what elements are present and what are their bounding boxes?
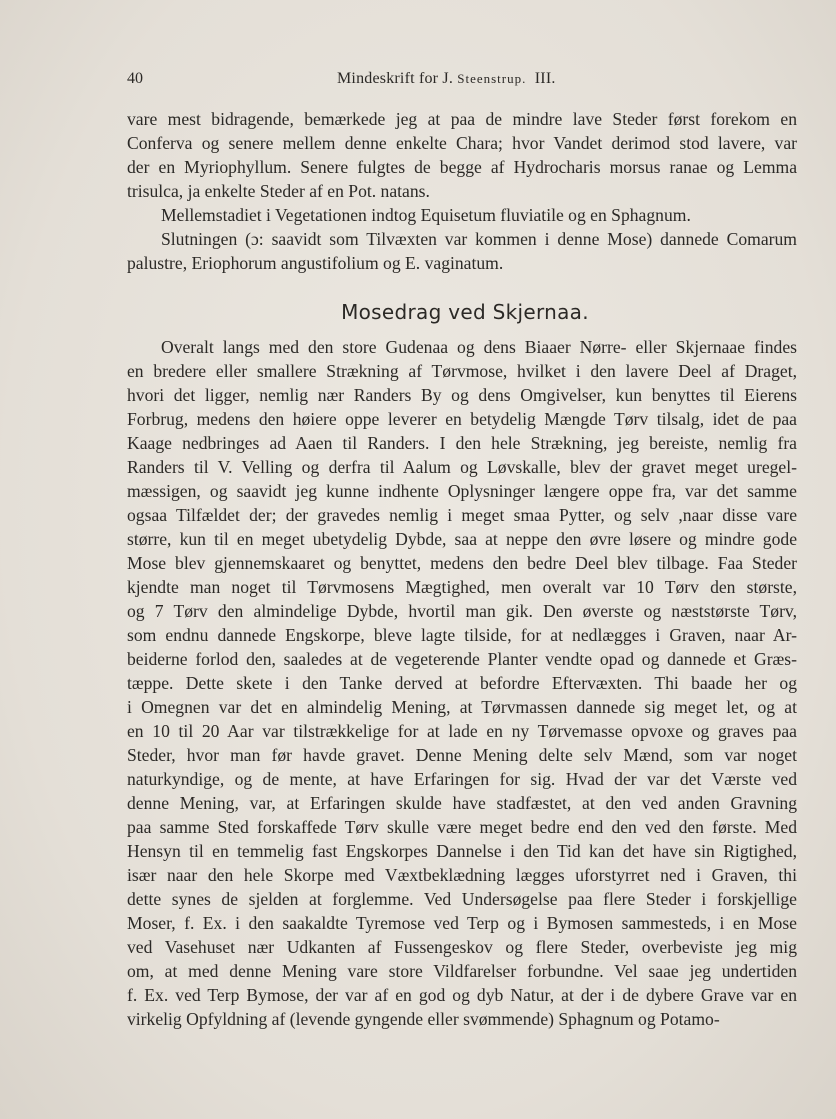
section-heading: Mosedrag ved Skjernaa. <box>341 300 589 324</box>
text-line: f. Ex. ved Terp Bymose, der var af en god og dyb Natur, at der i de dybere Grave var en <box>127 985 797 1005</box>
running-title-name: Steenstrup. <box>457 71 527 86</box>
conclusion-paragraph <box>127 227 797 275</box>
intro-paragraph <box>127 107 797 203</box>
text-line: beiderne forlod den, saaledes at de vegeterende Planter vendte opad og dannede et Græs- <box>127 649 797 669</box>
running-title-prefix: Mindeskrift for J. <box>337 70 458 87</box>
text-line: vare mest bidragende, bemærkede jeg at paa de mindre lave Steder først forekom en <box>127 109 797 129</box>
text-line: især naar den hele Skorpe med Væxtbeklædning lægges uforstyrret ned i Graven, thi <box>127 865 797 885</box>
text-line: Forbrug, medens den høiere oppe leverer en betydelig Mængde Tørv tilsalg, idet de paa <box>127 409 797 429</box>
text-line: Steder, hvor man før havde gravet. Denne Mening delte selv Mænd, som var noget <box>127 745 797 765</box>
text-line: ogsaa Tilfældet der; der gravedes nemlig i meget smaa Pytter, og selv ,naar disse vare <box>127 505 797 525</box>
running-title <box>337 70 556 88</box>
page-number: 40 <box>127 70 143 87</box>
text-line: virkelig Opfyldning af (levende gyngende eller svømmende) Sphagnum og Potamo- <box>127 1009 720 1029</box>
middle-stage-paragraph <box>127 203 797 227</box>
text-line: trisulca, ja enkelte Steder af en Pot. natans. <box>127 181 430 201</box>
text-line: Kaage nedbringes ad Aaen til Randers. I den hele Strækning, jeg bereiste, nemlig fra <box>127 433 797 453</box>
text-line: Hensyn til en temmelig fast Engskorpes Dannelse i den Tid kan det have sin Rigtighed, <box>127 841 797 861</box>
text-line: en 10 til 20 Aar var tilstrækkelige for at lade en ny Tørvemasse opvoxe og graves paa <box>127 721 797 741</box>
text-line: Mellemstadiet i Vegetationen indtog Equisetum fluviatile og en Sphagnum. <box>161 205 691 225</box>
text-line: og 7 Tørv den almindelige Dybde, hvortil man gik. Den øverste og næststørste Tørv, <box>127 601 797 621</box>
text-line: kjendte man noget til Tørvmosens Mægtighed, men overalt var 10 Tørv den største, <box>127 577 797 597</box>
running-title-volume: III. <box>534 70 556 87</box>
text-line: ved Vasehuset nær Udkanten af Fussengeskov og flere Steder, overbeviste jeg mig <box>127 937 797 957</box>
text-line: denne Mening, var, at Erfaringen skulde have stadfæstet, at den ved anden Gravning <box>127 793 797 813</box>
text-line: Randers til V. Velling og derfra til Aalum og Løvskalle, blev der gravet meget uregel- <box>127 457 797 477</box>
text-line: Conferva og senere mellem denne enkelte Chara; hvor Vandet derimod stod lavere, var <box>127 133 797 153</box>
text-line: paa samme Sted forskaffede Tørv skulle være meget bedre end den ved den første. Med <box>127 817 797 837</box>
text-line: en bredere eller smallere Strækning af Tørvmose, hvilket i den lavere Deel af Draget, <box>127 361 797 381</box>
text-line: tæppe. Dette skete i den Tanke derved at befordre Eftervæxten. Thi baade her og <box>127 673 797 693</box>
spacer <box>127 275 797 293</box>
text-line: om, at med denne Mening vare store Vildfarelser forbundne. Vel saae jeg undertiden <box>127 961 797 981</box>
text-line: Mose blev gjennemskaaret og benyttet, medens den bedre Deel blev tilbage. Faa Steder <box>127 553 797 573</box>
text-line: Slutningen (ɔ: saavidt som Tilvæxten var kommen i denne Mose) dannede Comarum <box>161 229 797 249</box>
text-line: Overalt langs med den store Gudenaa og dens Biaaer Nørre- eller Skjernaae findes <box>161 337 797 357</box>
text-line: hvori det ligger, nemlig nær Randers By og dens Omgivelser, kun benyttes til Eierens <box>127 385 797 405</box>
text-line: i Omegnen var det en almindelig Mening, at Tørvmassen dannede sig meget let, og at <box>127 697 797 717</box>
main-paragraph <box>127 335 797 1031</box>
page-header <box>127 70 797 94</box>
text-line: naturkyndige, og de mente, at have Erfaringen for sig. Hvad der var det Værste ved <box>127 769 797 789</box>
page-body <box>127 107 797 1031</box>
text-line: dette synes de sjelden at forglemme. Ved Undersøgelse paa flere Steder i forskjellige <box>127 889 797 909</box>
text-line: der en Myriophyllum. Senere fulgtes de begge af Hydrocharis morsus ranae og Lemma <box>127 157 797 177</box>
text-line: større, kun til en meget ubetydelig Dybde, saa at neppe den øvre løsere og mindre gode <box>127 529 797 549</box>
text-line: mæssigen, og saavidt jeg kunne indhente Oplysninger længere oppe fra, var det samme <box>127 481 797 501</box>
text-line: palustre, Eriophorum angustifolium og E. vaginatum. <box>127 253 504 273</box>
text-line: Moser, f. Ex. i den saakaldte Tyremose ved Terp og i Bymosen sammesteds, i en Mose <box>127 913 797 933</box>
text-line: som endnu dannede Engskorpe, bleve lagte tilside, for at nedlægges i Graven, naar Ar- <box>127 625 797 645</box>
